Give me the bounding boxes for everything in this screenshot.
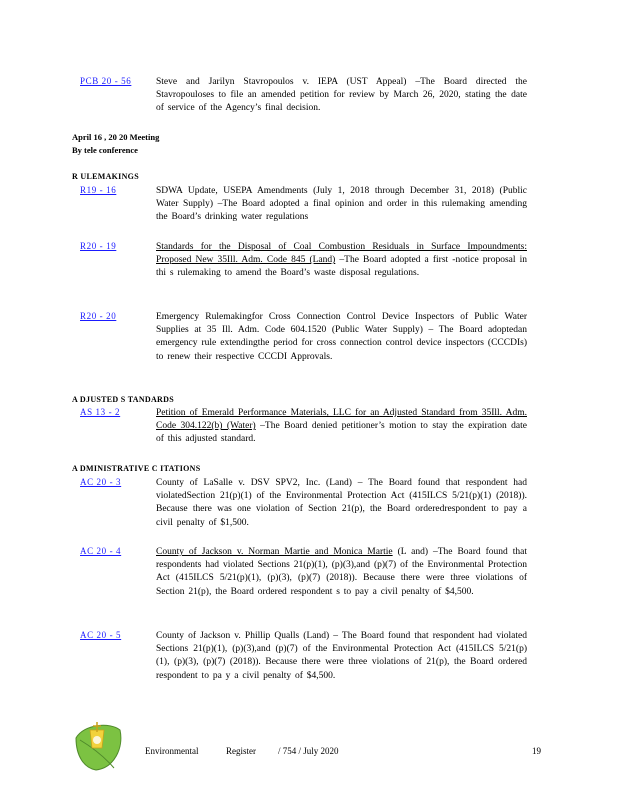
case-title: Petition of Emerald Performance Materials, LLC for an Adjusted Standard from 35Ill. Adm. Code 304.122(b) (Water) bbox=[156, 408, 527, 432]
case-link[interactable]: R19 - 16 bbox=[80, 185, 117, 195]
meeting-location: By tele conference bbox=[72, 145, 138, 155]
case-text: –The Board adopted a first -notice proposal in thi s rulemaking to amend the Board’s waste disposal regulations. bbox=[156, 255, 527, 279]
case-title: County of Jackson v. Norman Martie and Monica Martie bbox=[156, 547, 393, 557]
case-summary: Emergency Rulemakingfor Cross Connection Control Device Inspectors of Public Water Supplies at 35 Ill. Adm. Code 604.1520 (Public Water Supply) – The Board adoptedan emergency rule extendingthe period for cross connection control device inspectors (CCCDIs) to renew their respective CCCDI Approvals. bbox=[156, 312, 527, 362]
case-text: (L and) –The Board found that respondents had violated Sections 21(p)(1), (p)(3),and (p)(7) of the Environmental Protection Act (415ILCS 5/21(p)(1), (p)(3), (p)(7) (2018)). Because there were three violations of Section 21(p), the Board ordered respondent s to pay a civil penalty of $4,500. bbox=[156, 547, 527, 597]
case-link[interactable]: AS 13 - 2 bbox=[80, 407, 121, 417]
meeting-date: April 16 , 20 20 Meeting bbox=[72, 132, 160, 142]
case-link[interactable]: AC 20 - 3 bbox=[80, 477, 122, 487]
leaf-logo-icon bbox=[70, 718, 126, 774]
case-summary: County of Jackson v. Phillip Qualls (Land) – The Board found that respondent had violated Sections 21(p)(1), (p)(3),and (p)(7) of the Environmental Protection Act (415ILCS 5/21(p)(1), (p)(3), (p)(7) (2018)). Because there were three violations of 21(p), the Board ordered respondent to pa y a civil penalty of $4,500. bbox=[156, 631, 527, 681]
footer-register: Register bbox=[226, 746, 256, 756]
footer-page-number: 19 bbox=[532, 746, 541, 756]
case-link[interactable]: PCB 20 - 56 bbox=[80, 76, 132, 86]
footer-issue: / 754 / July 2020 bbox=[278, 746, 339, 756]
case-link[interactable]: R20 - 19 bbox=[80, 241, 117, 251]
footer-publication: Environmental bbox=[145, 746, 199, 756]
case-summary: Steve and Jarilyn Stavropoulos v. IEPA (UST Appeal) –The Board directed the Stavropouloses to file an amended petition for review by March 26, 2020, stating the date of service of the Agency’s final decision. bbox=[156, 77, 527, 114]
meeting-heading bbox=[72, 131, 159, 157]
case-title: Standards for the Disposal of Coal Combustion Residuals in Surface Impoundments: Proposed New 35Ill. Adm. Code 845 (Land) bbox=[156, 242, 527, 266]
section-heading-administrative-citations: A DMINISTRATIVE C ITATIONS bbox=[72, 464, 201, 473]
case-summary bbox=[156, 546, 527, 599]
case-summary bbox=[156, 241, 527, 281]
case-summary bbox=[156, 407, 527, 447]
case-summary: County of LaSalle v. DSV SPV2, Inc. (Land) – The Board found that respondent had violatedSection 21(p)(1) of the Environmental Protection Act (415ILCS 5/21(p)(1) (2018)). Because there was one violation of Section 21(p), the Board orderedrespondent to pay a civil penalty of $1,500. bbox=[156, 478, 527, 528]
section-heading-rulemakings: R ULEMAKINGS bbox=[72, 172, 139, 181]
case-text: –The Board denied petitioner’s motion to stay the expiration date of this adjusted standard. bbox=[156, 421, 527, 445]
case-link[interactable]: R20 - 20 bbox=[80, 311, 117, 321]
case-link[interactable]: AC 20 - 5 bbox=[80, 630, 122, 640]
case-summary: SDWA Update, USEPA Amendments (July 1, 2018 through December 31, 2018) (Public Water Supply) –The Board adopted a final opinion and order in this rulemaking amending the Board’s drinking water regulations bbox=[156, 186, 527, 223]
case-link[interactable]: AC 20 - 4 bbox=[80, 546, 122, 556]
section-heading-adjusted-standards: A DJUSTED S TANDARDS bbox=[72, 395, 174, 404]
